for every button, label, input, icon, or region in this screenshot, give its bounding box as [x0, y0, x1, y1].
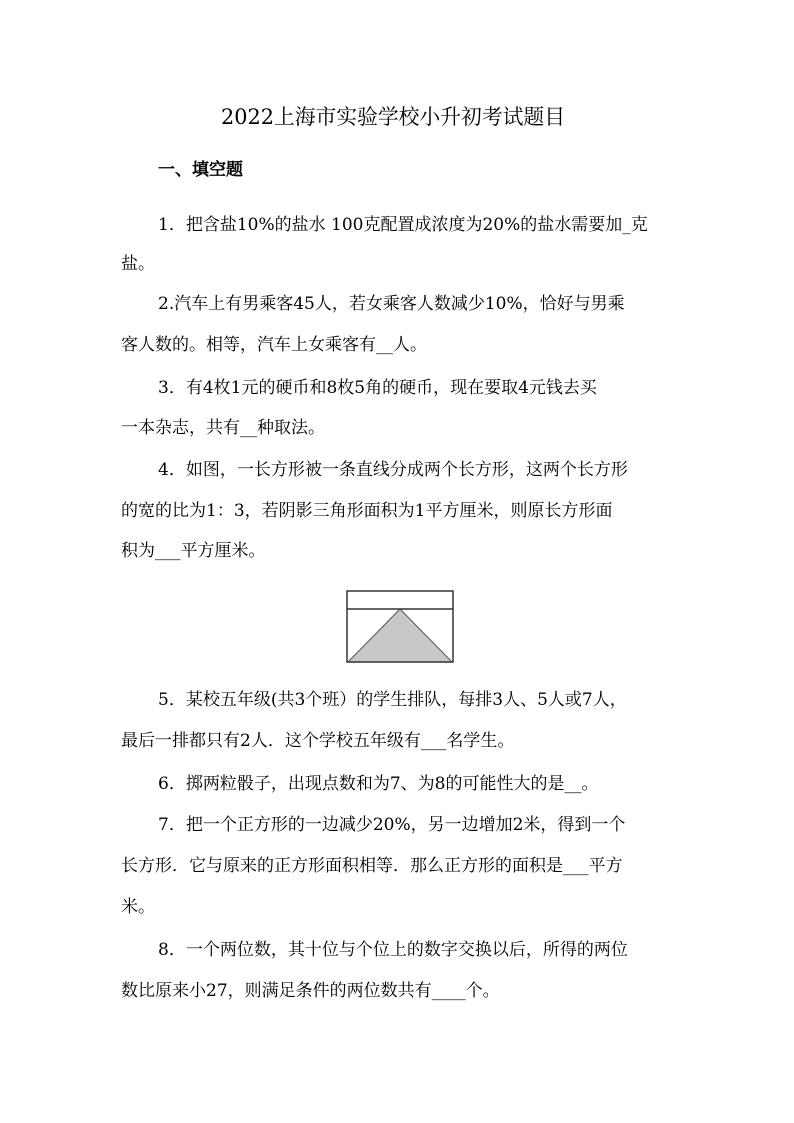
- question-6-line-1: 6．掷两粒骰子，出现点数和为7、为8的可能性大的是__。: [158, 774, 599, 794]
- question-5-line-1: 5．某校五年级(共3个班）的学生排队，每排3人、5人或7人，: [158, 690, 627, 710]
- question-7-line-2: 长方形．它与原来的正方形面积相等．那么正方形的面积是___平方: [121, 856, 623, 876]
- question-3-line-2: 一本杂志，共有__种取法。: [121, 418, 325, 438]
- question-4-line-3: 积为___平方厘米。: [121, 541, 266, 561]
- question-8-line-2: 数比原来小27，则满足条件的两位数共有____个。: [121, 981, 500, 1001]
- question-2-line-1: 2.汽车上有男乘客45人，若女乘客人数减少10%，恰好与男乘: [158, 294, 625, 314]
- rectangle-figure: [346, 590, 454, 664]
- question-4-line-1: 4．如图，一长方形被一条直线分成两个长方形，这两个长方形: [158, 460, 628, 480]
- page-title: 2022上海市实验学校小升初考试题目: [221, 105, 566, 129]
- question-7-line-1: 7．把一个正方形的一边减少20%，另一边增加2米，得到一个: [158, 815, 626, 835]
- section-heading: 一、填空题: [158, 160, 243, 180]
- question-2-line-2: 客人数的。相等，汽车上女乘客有__人。: [121, 335, 427, 355]
- question-7-line-3: 米。: [121, 897, 155, 917]
- question-4-line-2: 的宽的比为1：3，若阴影三角形面积为1平方厘米，则原长方形面: [121, 501, 613, 521]
- question-1-line-2: 盐。: [121, 254, 155, 274]
- question-5-line-2: 最后一排都只有2人．这个学校五年级有___名学生。: [121, 731, 515, 751]
- question-3-line-1: 3．有4枚1元的硬币和8枚5角的硬币，现在要取4元钱去买: [158, 378, 597, 398]
- question-1-line-1: 1．把含盐10%的盐水 100克配置成浓度为20%的盐水需要加_克: [158, 215, 648, 235]
- rectangle-diagram: [346, 590, 454, 664]
- shaded-triangle: [348, 609, 452, 662]
- question-8-line-1: 8．一个两位数，其十位与个位上的数字交换以后，所得的两位: [158, 940, 628, 960]
